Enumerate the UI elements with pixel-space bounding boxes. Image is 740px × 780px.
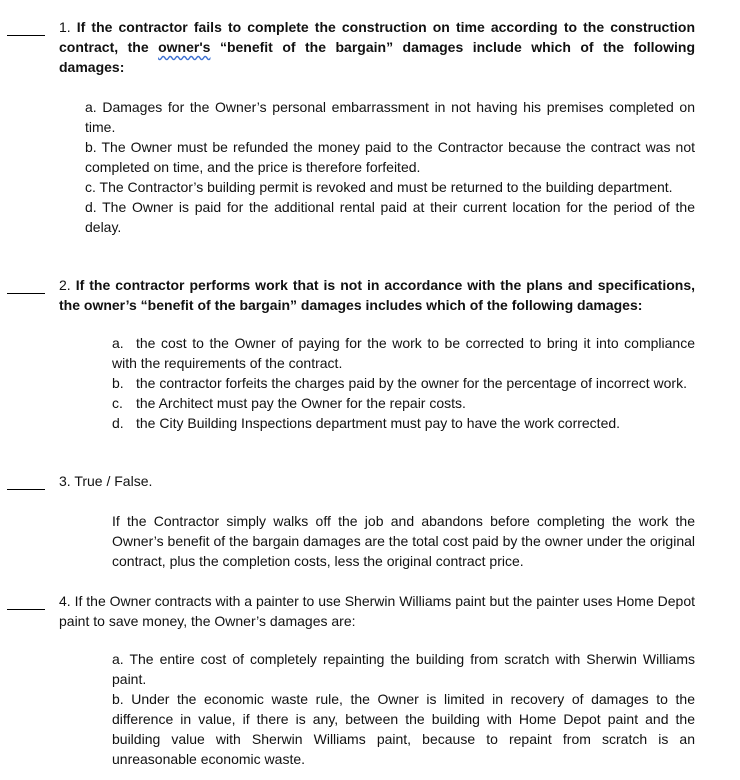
option-d: d. the City Building Inspections department must pay to have the work corrected. bbox=[112, 415, 621, 431]
question-3-text bbox=[59, 471, 695, 491]
option-a: a. the cost to the Owner of paying for the work to be corrected to bring it into compliance with the requirements of the contract. bbox=[112, 335, 695, 371]
option-b: b. the contractor forfeits the charges paid by the owner for the percentage of incorrect work. bbox=[112, 375, 687, 391]
option-a: a. Damages for the Owner’s personal embarrassment in not having his premises completed on time. bbox=[85, 99, 695, 135]
option-b: b. Under the economic waste rule, the Owner is limited in recovery of damages to the difference in value, if there is any, between the building with Home Depot paint and the building value with Sherwin Williams paint, because to repaint from scratch is an unreasonable economic waste. bbox=[112, 691, 695, 767]
option-d: d. The Owner is paid for the additional rental paid at their current location for the period of the delay. bbox=[85, 199, 695, 235]
option-c: c. The Contractor’s building permit is revoked and must be returned to the building department. bbox=[85, 179, 673, 195]
question-stem: If the contractor fails to complete the construction on time according to the construction contract, the bbox=[59, 19, 695, 55]
question-number: 1. bbox=[59, 19, 77, 35]
question-1-options bbox=[85, 97, 695, 237]
answer-blank-1[interactable] bbox=[7, 35, 45, 36]
question-2-text bbox=[59, 275, 695, 315]
question-stem-end: “benefit of the bargain” damages include which of the following damages: bbox=[59, 39, 695, 75]
question-stem: 3. True / False. bbox=[59, 473, 153, 489]
question-stem: 4. If the Owner contracts with a painter to use Sherwin Williams paint but the painter uses Home Depot paint to save money, the Owner’s damages are: bbox=[59, 593, 695, 629]
question-1-text bbox=[59, 17, 695, 77]
question-4-options bbox=[112, 649, 695, 769]
answer-blank-2[interactable] bbox=[7, 293, 45, 294]
question-stem: If the contractor performs work that is not in accordance with the plans and specifications, the owner’s “benefit of the bargain” damages includes which of the following damages: bbox=[59, 277, 695, 313]
question-4-text bbox=[59, 591, 695, 631]
answer-blank-4[interactable] bbox=[7, 609, 45, 610]
spellcheck-word: owner's bbox=[158, 39, 211, 55]
option-b: b. The Owner must be refunded the money paid to the Contractor because the contract was not completed on time, and the price is therefore forfeited. bbox=[85, 139, 695, 175]
option-c: c. the Architect must pay the Owner for the repair costs. bbox=[112, 395, 466, 411]
option-a: a. The entire cost of completely repainting the building from scratch with Sherwin Williams paint. bbox=[112, 651, 695, 687]
answer-blank-3[interactable] bbox=[7, 489, 45, 490]
question-number: 2. bbox=[59, 277, 76, 293]
question-2-options bbox=[112, 333, 695, 433]
question-3-statement: If the Contractor simply walks off the job and abandons before completing the work the Owner’s benefit of the bargain damages are the total cost paid by the owner under the original contract, plus the completion costs, less the original contract price. bbox=[112, 513, 695, 569]
